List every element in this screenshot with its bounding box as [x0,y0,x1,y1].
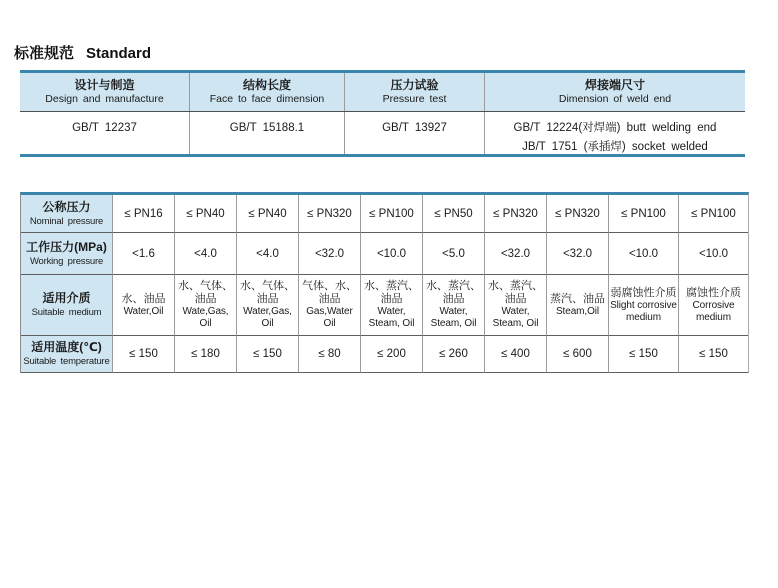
param-cell-temp [609,336,679,373]
row-header-temp [21,336,113,373]
standards-table-header-row [20,73,745,112]
param-value: <4.0 [194,247,217,260]
row-header-en: Suitable temperature [23,356,110,367]
param-cell-wp [547,233,609,275]
page-title [14,42,151,63]
param-cell-pn [423,195,485,233]
param-cell-temp [423,336,485,373]
col-header-cn: 设计与制造 [74,78,135,92]
medium-en: Water, Steam, Oil [492,306,539,329]
standards-table-value-row [20,112,745,154]
row-header-cn: 公称压力 [42,199,91,214]
row-header-pn [21,195,113,233]
standard-code: GB/T 12224(对焊端) butt welding end [513,122,717,134]
standard-code: GB/T 12237 [72,122,137,134]
param-cell-pn [485,195,547,233]
standards-col-header [20,73,190,111]
parameters-table [20,192,749,373]
standards-value-cell [20,112,190,154]
medium-en: Water, Steam, Oil [430,306,477,329]
param-cell-medium [547,275,609,336]
param-cell-medium [609,275,679,336]
medium-en: Water,Gas, Oil [243,306,292,329]
medium-cn: 水、蒸汽、油品 [426,280,481,305]
param-value: ≤ 600 [563,348,592,360]
medium-cn: 腐蚀性介质 [686,286,741,299]
col-header-en: Face to face dimension [209,93,325,105]
param-value: ≤ PN100 [621,207,666,220]
param-value: <4.0 [256,247,279,260]
medium-en: Wate,Gas, Oil [182,306,229,329]
row-header-en: Nominal pressure [29,215,104,227]
param-cell-wp [679,233,748,275]
standards-value-cell [345,112,485,154]
param-value: ≤ 150 [629,348,658,360]
medium-cn: 水、气体、油品 [240,280,295,305]
row-header-medium [21,275,113,336]
medium-cn: 弱腐蚀性介质 [610,286,677,299]
param-value: ≤ 260 [439,348,468,360]
param-cell-temp [237,336,299,373]
param-value: <10.0 [698,247,729,260]
param-cell-pn [175,195,237,233]
row-header-cn: 工作压力(MPa) [26,239,107,254]
standard-code: JB/T 1751 (承插焊) socket welded [522,141,708,153]
row-header-en: Suitable medium [31,307,102,318]
row-header-wp [21,233,113,275]
param-value: ≤ PN320 [493,207,538,220]
param-cell-wp [175,233,237,275]
standards-table [20,70,745,157]
standards-col-header [485,73,745,111]
page-title-en: Standard [86,45,152,62]
param-value: ≤ 150 [253,348,282,360]
param-cell-wp [237,233,299,275]
col-header-en: Pressure test [382,93,447,105]
medium-en: Gas,Water Oil [306,306,353,329]
standard-code: GB/T 13927 [382,122,447,134]
param-cell-medium [679,275,748,336]
standards-col-header [190,73,345,111]
param-cell-medium [299,275,361,336]
col-header-cn: 结构长度 [242,78,291,92]
medium-cn: 蒸汽、油品 [550,292,605,305]
param-cell-medium [423,275,485,336]
param-cell-wp [361,233,423,275]
param-value: <10.0 [376,247,407,260]
medium-en: Corrosive medium [692,299,735,323]
param-cell-pn [679,195,748,233]
medium-cn: 气体、水、油品 [302,280,357,305]
row-header-cn: 适用介质 [42,291,91,305]
param-cell-wp [609,233,679,275]
param-cell-pn [547,195,609,233]
param-cell-temp [485,336,547,373]
param-value: ≤ PN100 [691,207,736,220]
param-cell-temp [361,336,423,373]
standards-value-cell [190,112,345,154]
param-value: ≤ 150 [699,348,728,360]
param-cell-medium [485,275,547,336]
param-cell-medium [175,275,237,336]
param-cell-wp [485,233,547,275]
param-value: <32.0 [314,247,345,260]
param-value: ≤ 150 [129,348,158,360]
col-header-en: Dimension of weld end [558,93,672,105]
param-cell-temp [547,336,609,373]
param-value: <5.0 [442,247,465,260]
medium-en: Slight corrosive medium [610,299,677,323]
param-cell-temp [113,336,175,373]
medium-cn: 水、油品 [121,292,166,305]
medium-en: Water,Oil [123,305,164,317]
col-header-en: Design and manufacture [45,93,164,105]
row-header-en: Working pressure [29,255,104,267]
param-value: ≤ 200 [377,348,406,360]
param-value: ≤ PN50 [434,207,473,220]
col-header-cn: 压力试验 [390,78,439,92]
medium-cn: 水、蒸汽、油品 [488,280,543,305]
param-cell-pn [113,195,175,233]
standards-value-cell [485,112,745,154]
param-value: ≤ 80 [318,348,341,360]
medium-en: Water, Steam, Oil [368,306,415,329]
param-cell-medium [113,275,175,336]
medium-en: Steam,Oil [555,305,599,317]
param-cell-wp [423,233,485,275]
param-cell-temp [175,336,237,373]
param-value: ≤ PN16 [124,207,163,220]
param-value: ≤ 400 [501,348,530,360]
col-header-cn: 焊接端尺寸 [584,78,645,92]
standard-code: GB/T 15188.1 [229,122,305,134]
medium-cn: 水、气体、油品 [178,280,233,305]
param-value: ≤ 180 [191,348,220,360]
param-value: <32.0 [500,247,531,260]
row-header-cn: 适用温度(℃) [31,340,102,354]
param-value: ≤ PN40 [248,207,287,220]
param-cell-wp [299,233,361,275]
param-cell-pn [609,195,679,233]
medium-cn: 水、蒸汽、油品 [364,280,419,305]
param-value: <32.0 [562,247,593,260]
param-value: ≤ PN40 [186,207,225,220]
param-cell-pn [237,195,299,233]
standards-col-header [345,73,485,111]
param-value: <10.0 [628,247,659,260]
param-value: <1.6 [132,247,155,260]
param-cell-medium [361,275,423,336]
param-value: ≤ PN100 [369,207,414,220]
param-cell-medium [237,275,299,336]
page-title-cn: 标准规范 [14,45,75,62]
param-cell-pn [361,195,423,233]
param-cell-pn [299,195,361,233]
param-cell-temp [679,336,748,373]
param-cell-temp [299,336,361,373]
param-value: ≤ PN320 [307,207,352,220]
param-cell-wp [113,233,175,275]
param-value: ≤ PN320 [555,207,600,220]
